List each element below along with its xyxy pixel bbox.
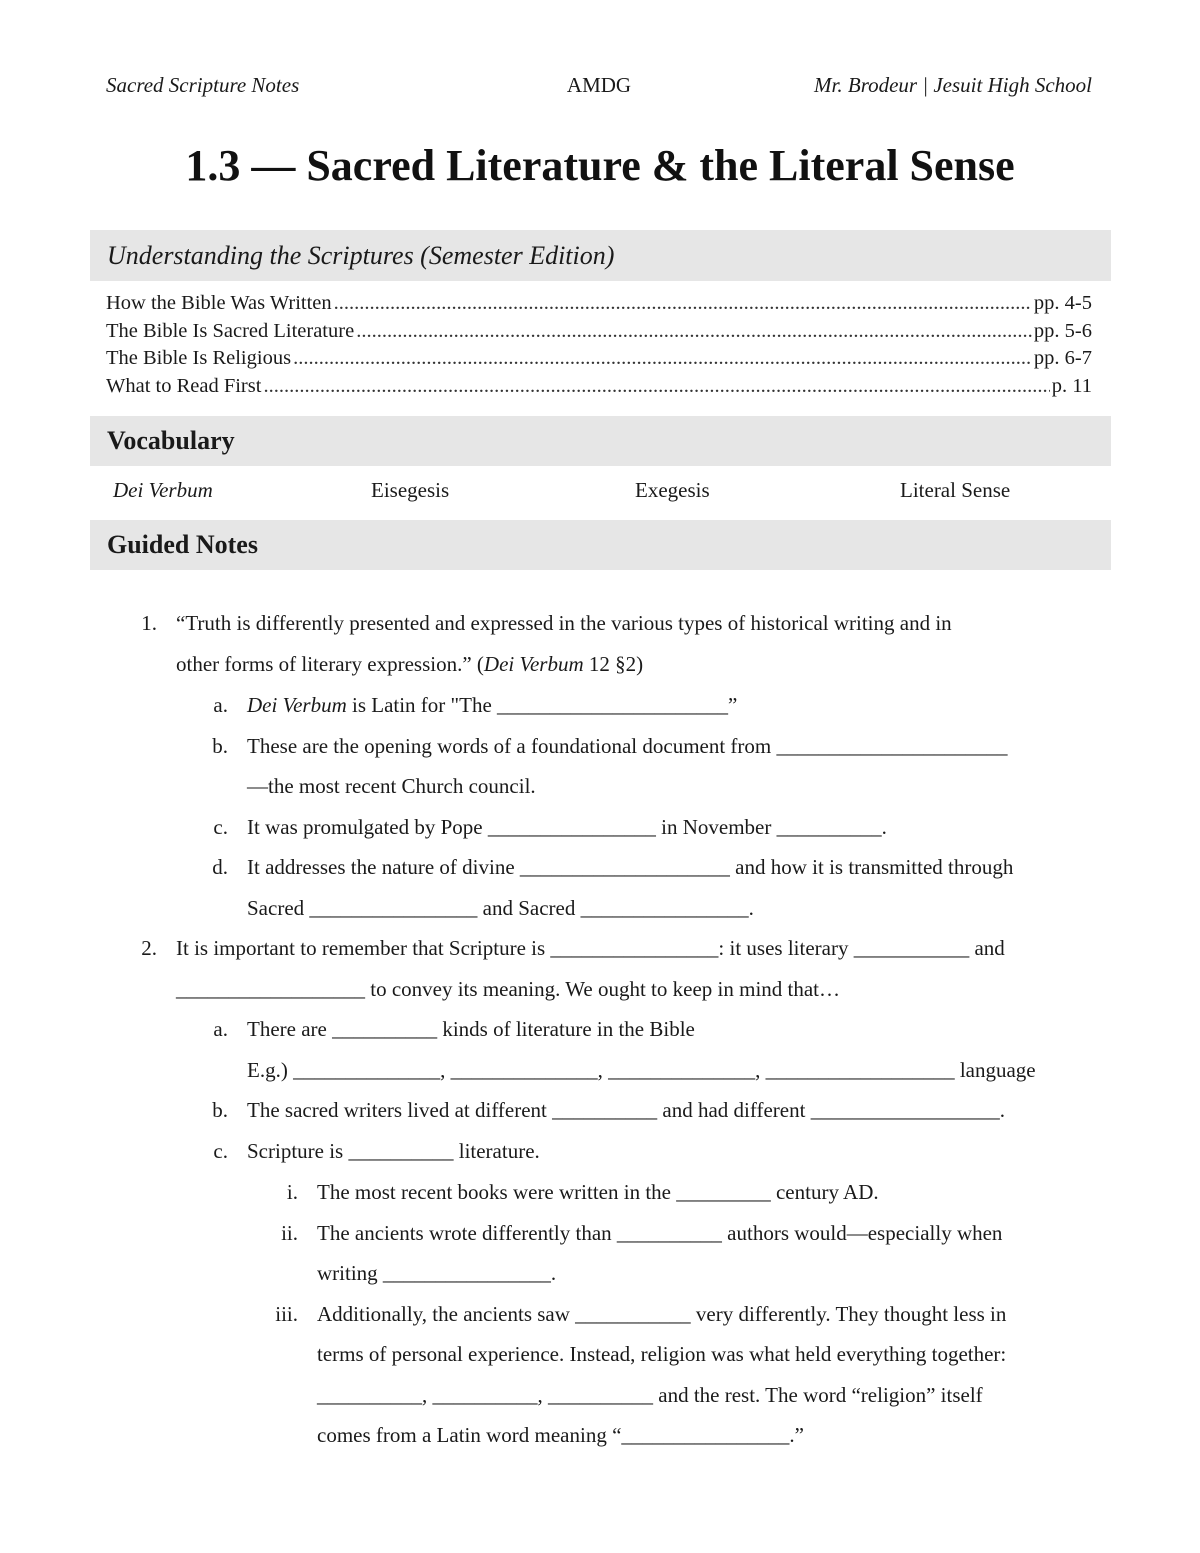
reading-item: [106, 375, 1092, 403]
sub-item-letter: d.: [212, 855, 228, 879]
dot-leader: [356, 320, 1032, 343]
note-line: __________________ to convey its meaning. We ought to keep in mind that…: [176, 977, 841, 1001]
note-line: comes from a Latin word meaning “________________.”: [317, 1423, 804, 1447]
vocabulary-section-heading: [90, 416, 1111, 466]
reading-item-pages: pp. 5-6: [1033, 319, 1092, 342]
note-line: It was promulgated by Pope ________________ in November __________.: [247, 815, 887, 839]
note-text: is Latin for "The ______________________”: [346, 693, 738, 717]
note-line: It is important to remember that Scripture is ________________: it uses literary ___________ and: [176, 936, 1005, 960]
guided-heading-text: Guided Notes: [107, 530, 258, 559]
vocab-term: Dei Verbum: [113, 478, 213, 502]
note-citation: Dei Verbum: [483, 652, 584, 676]
reading-list: [106, 292, 1092, 402]
header-course: Sacred Scripture Notes: [106, 72, 300, 97]
note-text: other forms of literary expression.” (: [176, 652, 484, 676]
header-motto: AMDG: [566, 72, 632, 97]
reading-section-heading: [90, 230, 1111, 281]
reading-item-label: How the Bible Was Written: [106, 292, 332, 314]
dot-leader: [263, 375, 1049, 398]
item-number: 1.: [141, 611, 157, 635]
note-line: The ancients wrote differently than __________ authors would—especially when: [317, 1221, 1003, 1245]
guided-notes-section-heading: [90, 520, 1111, 570]
sub-sub-item-numeral: i.: [286, 1180, 298, 1204]
reading-item: [106, 320, 1092, 348]
sub-item-letter: a.: [213, 1017, 228, 1041]
reading-item-label: What to Read First: [106, 374, 262, 397]
note-line: “Truth is differently presented and expressed in the various types of historical writing and in: [176, 611, 952, 635]
reading-item-label: The Bible Is Religious: [106, 347, 292, 369]
note-line: Scripture is __________ literature.: [247, 1139, 540, 1163]
reading-item-pages: p. 11: [1051, 374, 1092, 397]
note-line: —the most recent Church council.: [247, 774, 536, 798]
dot-leader: [334, 292, 1032, 315]
page-header: [106, 70, 1092, 100]
sub-sub-item-numeral: ii.: [281, 1221, 298, 1245]
note-line: __________, __________, __________ and the rest. The word “religion” itself: [317, 1383, 983, 1407]
reading-item: [106, 347, 1092, 375]
note-line: [247, 690, 737, 720]
note-text: 12 §2): [583, 652, 644, 676]
sub-item-letter: c.: [213, 815, 228, 839]
note-line: terms of personal experience. Instead, religion was what held everything together:: [317, 1342, 1007, 1366]
reading-item-label: The Bible Is Sacred Literature: [106, 319, 355, 342]
sub-item-letter: a.: [213, 693, 228, 717]
note-line: Sacred ________________ and Sacred ________________.: [247, 896, 754, 920]
note-line: The sacred writers lived at different __________ and had different __________________.: [247, 1098, 1005, 1122]
reading-item: [106, 292, 1092, 320]
note-line: These are the opening words of a foundational document from ______________________: [247, 734, 1008, 758]
sub-sub-item-numeral: iii.: [275, 1302, 298, 1326]
note-line: E.g.) ______________, ______________, ______________, __________________ language: [247, 1058, 1036, 1082]
vocabulary-heading-text: Vocabulary: [107, 426, 235, 455]
item-number: 2.: [141, 936, 157, 960]
header-teacher: Mr. Brodeur | Jesuit High School: [814, 72, 1092, 97]
note-line: Additionally, the ancients saw ___________ very differently. They thought less in: [317, 1302, 1007, 1326]
sub-item-letter: c.: [213, 1139, 228, 1163]
note-term: Dei Verbum: [247, 693, 347, 717]
sub-item-letter: b.: [212, 1098, 228, 1122]
note-line: [176, 649, 643, 679]
reading-item-pages: pp. 6-7: [1033, 347, 1092, 369]
reading-heading-text: Understanding the Scriptures (Semester Edition): [107, 240, 615, 270]
note-line: writing ________________.: [317, 1261, 557, 1285]
note-line: It addresses the nature of divine ____________________ and how it is transmitted through: [247, 855, 1014, 879]
sub-item-letter: b.: [212, 734, 228, 758]
vocab-term: Exegesis: [635, 478, 710, 502]
vocab-term: Eisegesis: [371, 478, 450, 502]
reading-item-pages: pp. 4-5: [1033, 292, 1092, 314]
page-title: 1.3 — Sacred Literature & the Literal Sense: [185, 141, 1015, 190]
note-line: There are __________ kinds of literature in the Bible: [247, 1017, 695, 1041]
note-line: The most recent books were written in the _________ century AD.: [317, 1180, 879, 1204]
dot-leader: [293, 347, 1032, 370]
vocab-term: Literal Sense: [900, 478, 1011, 502]
